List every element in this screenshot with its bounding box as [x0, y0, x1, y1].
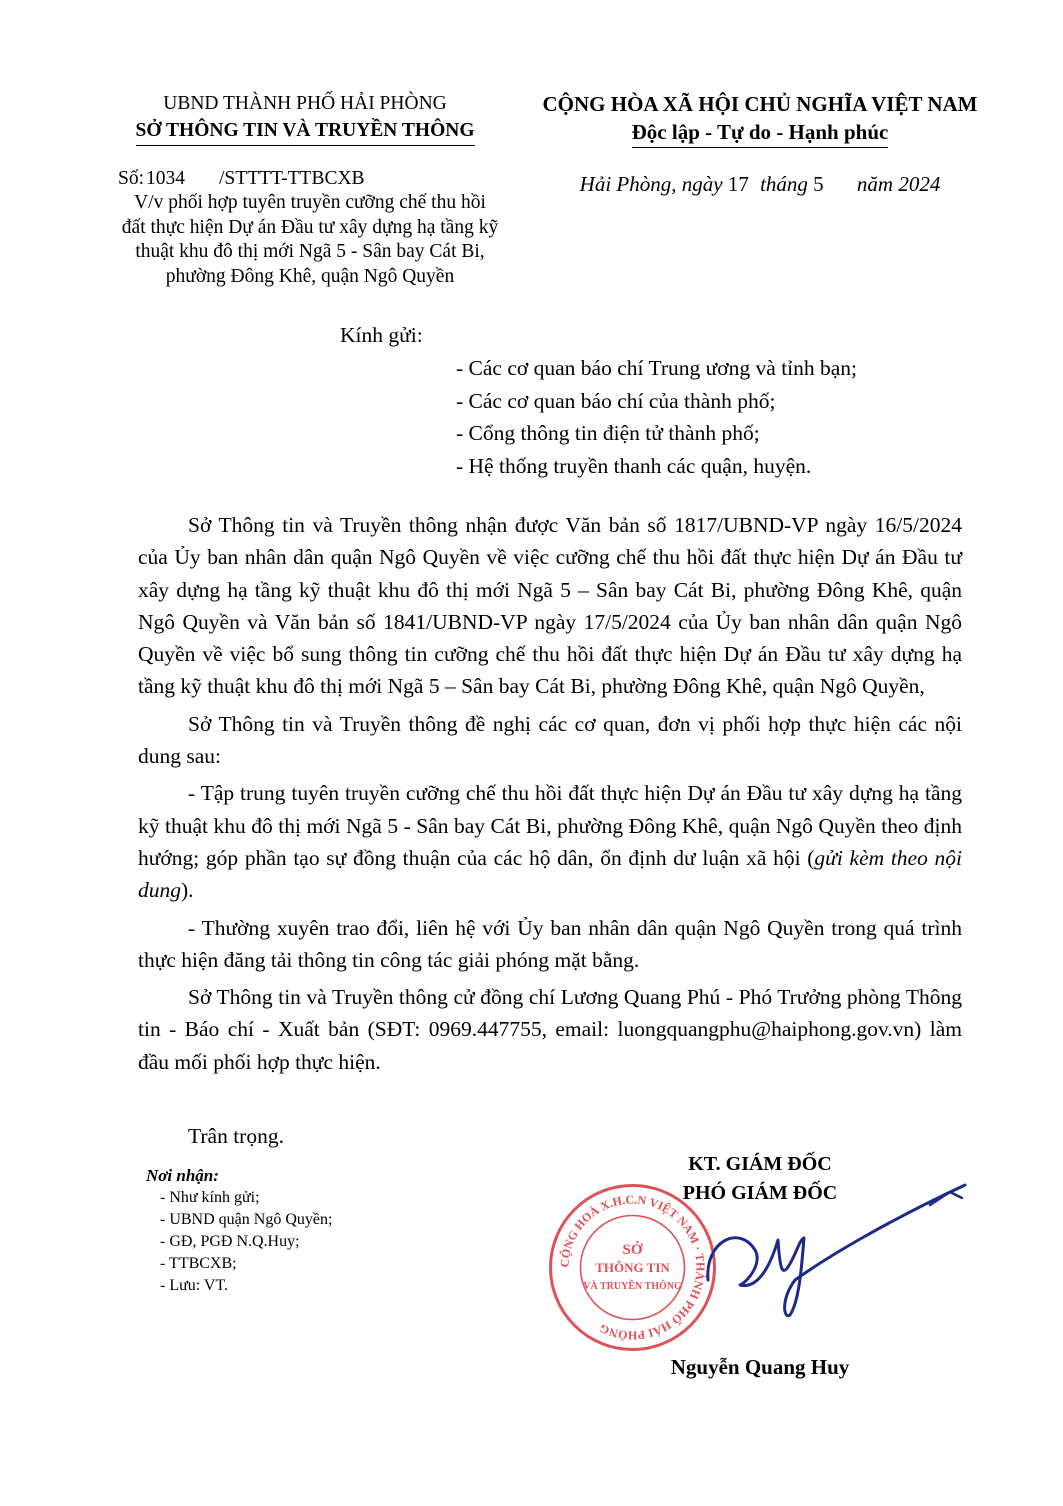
- place-and-date: [520, 172, 1000, 197]
- body-paragraph-2: Sở Thông tin và Truyền thông đề nghị các cơ quan, đơn vị phối hợp thực hiện các nội dung sau:: [138, 711, 962, 769]
- document-subject: [100, 191, 520, 289]
- date-place: Hải Phòng, ngày: [579, 172, 723, 196]
- country-name: CỘNG HÒA XÃ HỘI CHỦ NGHĨA VIỆT NAM: [542, 92, 978, 116]
- stamp-center-2: THÔNG TIN: [595, 1260, 670, 1275]
- document-number: [118, 167, 365, 191]
- receiver-item: - TTBCXB;: [160, 1255, 237, 1272]
- body-paragraph-1: Sở Thông tin và Truyền thông nhận được Văn bản số 1817/UBND-VP ngày 16/5/2024 của Ủy ban nhân dân quận Ngô Quyền về việc cưỡng chế thu hồi đất thực hiện Dự án Đầu tư xây dựng hạ tầng kỹ thuật khu đô thị mới Ngã 5 – Sân bay Cát Bi, phường Đông Khê, quận Ngô Quyền và Văn bản số 1841/UBND-VP ngày 17/5/2024 của Ủy ban nhân dân quận Ngô Quyền về việc bổ sung thông tin cưỡng chế thu hồi đất thực hiện Dự án Đầu tư xây dựng hạ tầng kỹ thuật khu đô thị mới Ngã 5 – Sân bay Cát Bi, phường Đông Khê, quận Ngô Quyền,: [138, 513, 962, 699]
- national-motto: Độc lập - Tự do - Hạnh phúc: [632, 118, 889, 148]
- recipient-item: - Hệ thống truyền thanh các quận, huyện.: [456, 453, 812, 478]
- stamp-center-1: SỞ: [622, 1242, 643, 1258]
- receiver-item: - Lưu: VT.: [160, 1277, 229, 1294]
- receiver-item: - UBND quận Ngô Quyền;: [160, 1211, 333, 1228]
- receivers-title: Nơi nhận:: [146, 1166, 219, 1185]
- subject-line: đất thực hiện Dự án Đầu tư xây dựng hạ tầng kỹ: [121, 216, 499, 238]
- subject-line: phường Đông Khê, quận Ngô Quyền: [165, 265, 455, 287]
- subject-line: V/v phối hợp tuyên truyền cưỡng chế thu hồi: [134, 192, 486, 213]
- signer-name: Nguyễn Quang Huy: [670, 1355, 850, 1379]
- p3-italic: gửi kèm theo nội dung: [138, 845, 962, 903]
- date-year: năm 2024: [856, 172, 941, 196]
- receiver-item: - GĐ, PGĐ N.Q.Huy;: [160, 1233, 300, 1250]
- body-paragraph-4: - Thường xuyên trao đổi, liên hệ với Ủy ban nhân dân quận Ngô Quyền trong quá trình thực hiện đăng tải thông tin công tác giải phóng mặt bằng.: [138, 915, 962, 972]
- handwritten-signature: [700, 1180, 975, 1320]
- receivers-block: [146, 1165, 332, 1297]
- closing-greeting: Trân trọng.: [188, 1124, 284, 1148]
- signature-line-2: PHÓ GIÁM ĐỐC: [682, 1182, 838, 1204]
- stamp-center-3: VÀ TRUYỀN THÔNG: [583, 1281, 682, 1292]
- date-month-label: tháng: [760, 172, 808, 196]
- recipient-item: - Các cơ quan báo chí của thành phố;: [456, 388, 776, 413]
- national-header: [520, 90, 1000, 148]
- p3-end: ).: [181, 878, 194, 903]
- subject-line: thuật khu đô thị mới Ngã 5 - Sân bay Cát Bi,: [135, 241, 485, 262]
- document-body: [138, 509, 962, 1083]
- org-parent: UBND THÀNH PHỐ HẢI PHÒNG: [163, 93, 447, 114]
- org-name: SỞ THÔNG TIN VÀ TRUYỀN THÔNG: [136, 117, 475, 146]
- official-stamp: [545, 1180, 720, 1355]
- number-code: /STTTT-TTBCXB: [219, 168, 365, 189]
- stamp-ring-text: CỘNG HOÀ X.H.C.N VIỆT NAM · THÀNH PHỐ HẢI PHÒNG: [557, 1192, 708, 1343]
- signature-line-1: KT. GIÁM ĐỐC: [688, 1153, 832, 1175]
- body-paragraph-3: [138, 777, 962, 906]
- recipients-label: Kính gửi:: [340, 323, 423, 347]
- body-paragraph-5: Sở Thông tin và Truyền thông cử đồng chí Lương Quang Phú - Phó Trưởng phòng Thông tin - Báo chí - Xuất bản (SĐT: 0969.447755, email: luongquangphu@haiphong.gov.vn) làm đầu mối phối hợp thực hiện.: [138, 985, 962, 1074]
- recipient-item: - Các cơ quan báo chí Trung ương và tỉnh bạn;: [456, 356, 858, 380]
- number-label: Số:: [118, 168, 145, 189]
- number-value: 1034: [146, 168, 186, 189]
- issuing-organization: [100, 90, 510, 146]
- recipient-item: - Cổng thông tin điện tử thành phố;: [456, 421, 760, 445]
- receiver-item: - Như kính gửi;: [160, 1189, 260, 1206]
- recipients-list: [456, 352, 857, 482]
- date-month: 5: [813, 172, 824, 196]
- p3-main: - Tập trung tuyên truyền cưỡng chế thu hồi đất thực hiện Dự án Đầu tư xây dựng hạ tầng kỹ thuật khu đô thị mới Ngã 5 - Sân bay Cát Bi, phường Đông Khê, quận Ngô Quyền theo định hướng; góp phần tạo sự đồng thuận của các hộ dân, ổn định dư luận xã hội (: [138, 781, 962, 870]
- date-day: 17: [727, 172, 749, 196]
